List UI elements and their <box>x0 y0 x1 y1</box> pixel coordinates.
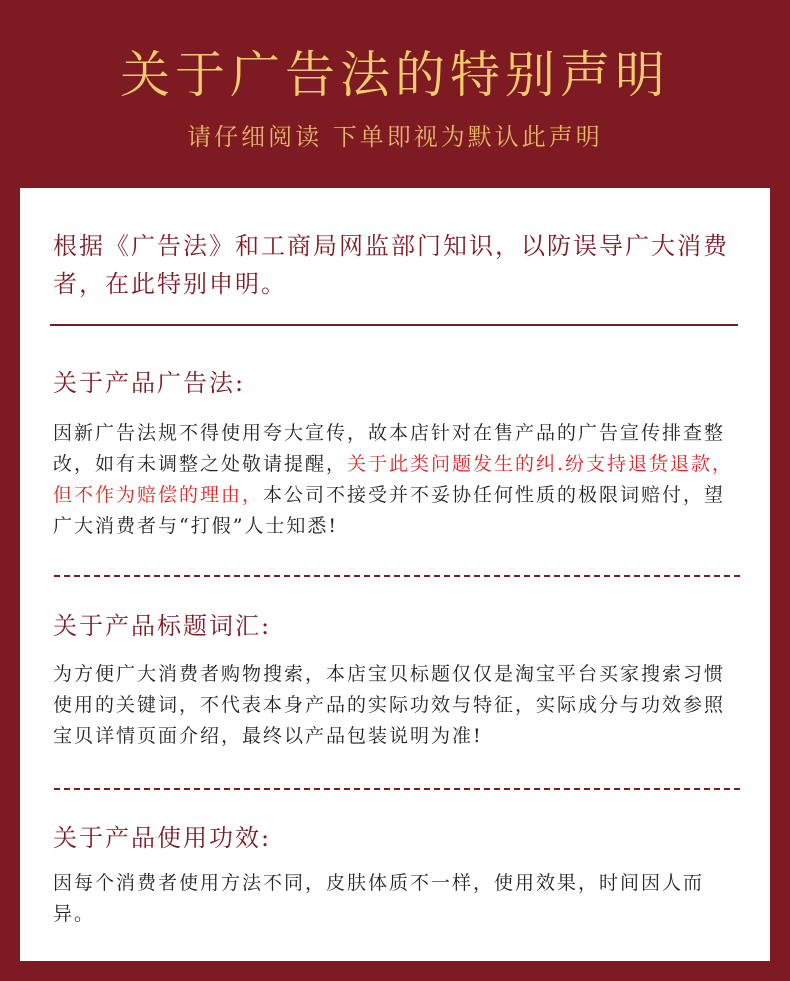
page-title: 关于广告法的特别声明 <box>120 46 670 104</box>
section-title-ad-law: 关于产品广告法: <box>53 369 246 397</box>
section-title-efficacy: 关于产品使用功效: <box>53 824 272 852</box>
section-body-efficacy: 因每个消费者使用方法不同，皮肤体质不一样，使用效果，时间因人而异。 <box>53 872 705 925</box>
section-body-ad-law <box>53 418 738 542</box>
section-title-keywords: 关于产品标题词汇: <box>53 612 272 640</box>
solid-divider <box>50 324 738 326</box>
section-body-ad-law-text: 因新广告法规不得使用夸大宣传，故本店针对在售产品的广告宣传排查整改，如有未调整之处敬请提醒， <box>53 422 726 475</box>
statement-card <box>20 188 770 961</box>
header-banner <box>0 0 790 188</box>
highlight-refund-text: 关于此类问题发生的纠.纷支持退货退款，但不作为赔偿的理由， <box>53 453 734 506</box>
dashed-divider <box>54 788 740 790</box>
intro-text: 根据《广告法》和工商局网监部门知识，以防误导广大消费者，在此特别申明。 <box>53 232 729 298</box>
page-subtitle: 请仔细阅读 下单即视为默认此声明 <box>187 123 603 151</box>
dashed-divider <box>54 575 740 577</box>
section-body-ad-law-text-end: 本公司不接受并不妥协任何性质的极限词赔付，望广大消费者与“打假”人士知悉! <box>53 484 726 537</box>
section-body-keywords: 为方便广大消费者购物搜索，本店宝贝标题仅仅是淘宝平台买家搜索习惯使用的关键词，不代表本身产品的实际功效与特征，实际成分与功效参照宝贝详情页面介绍，最终以产品包装说明为准! <box>53 663 726 747</box>
